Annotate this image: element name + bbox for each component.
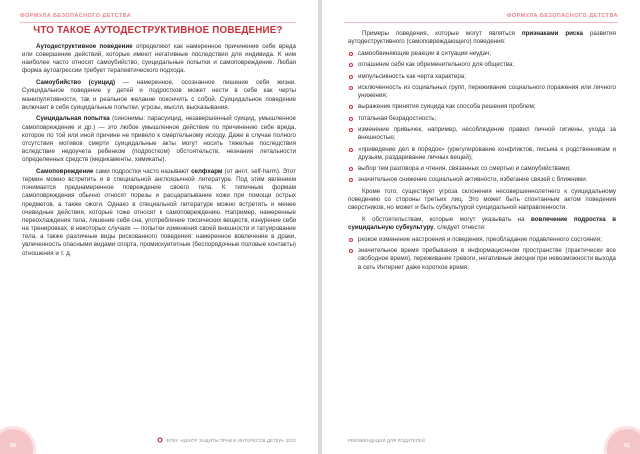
running-header: ФОРМУЛА БЕЗОПАСНОГО ДЕТСТВА [506,13,618,19]
bullet-circle-icon [349,178,353,182]
list-item-text: самообвиняющие реакции в ситуации неудач; [358,49,491,57]
term: Суицидальная попытка [36,115,110,123]
term: признаками риска [521,30,583,37]
term: вовлечение подростка в суицидальную субкультуру [348,216,616,232]
term: Самоповреждение [36,167,94,175]
list-item [348,126,616,142]
list-item-text: оглашение себя как обременительного для общества; [358,61,515,69]
list-item-text: значительное время пребывания в информационном пространстве (практически все свободное время), переживание тревоги, негативные эмоции при невозможности выхода в сеть Интернет даже короткое время; [358,247,616,271]
list-item [348,50,616,58]
risk-intro [348,30,616,46]
list-item-text: тотальная безрадостность; [358,114,437,122]
subculture-signs-list [348,236,616,272]
paragraph-text: определяют как намеренное причинение себе вреда или совершение действий, которые имеют негативные последствия для индивида. К ним наиболее часто относят самоубийство, суицидальные попытки и самоповреждение. Любая форма аутоагрессии требует терапевтического подхода. [22,43,296,75]
bullet-circle-icon [349,117,353,121]
paragraph-text: сами подростки часто называют [93,167,192,175]
header-rule [344,22,618,23]
paragraph-text: Примеры поведения, которые могут являться [362,30,522,37]
paragraph-suicide-attempt [22,115,296,164]
running-header: ФОРМУЛА БЕЗОПАСНОГО ДЕТСТВА [20,13,132,19]
paragraph-suicide [22,79,296,112]
bullet-circle-icon [349,167,353,171]
list-item [348,146,616,162]
left-page [0,0,318,454]
paragraph-autodestructive [22,43,296,76]
paragraph-text: развития аутодеструктивного (самоповреждающего) поведения: [348,30,616,46]
list-item-text: изменение привычек, например, несоблюдение правил личной гигиены, ухода за внешностью; [358,126,616,142]
left-footer [157,437,296,443]
right-text-column [348,30,616,275]
bullet-circle-icon [349,86,353,90]
page-number-badge [604,426,640,454]
list-item-text: исключенность из социальных групп, переживание социального поражения или личного унижения; [358,83,616,100]
paragraph-text: — намеренное, осознанное лишение себя жизни. Суицидальное поведение у детей и подростков может нести в себе как черты манипулятивности, так и реальное желание покончить с собой. Суицидальное поведение включает в себя суицидальные попытки, угрозы, мысли, высказывания. [22,79,296,111]
bullet-circle-icon [349,148,353,152]
header-rule [20,22,296,23]
bullet-circle-icon [349,75,353,79]
page-number: 00 [9,443,17,449]
page-number: 01 [623,443,631,449]
left-text-column [22,43,296,261]
bullet-circle-icon [349,128,353,132]
bullet-circle-icon [349,238,353,242]
list-item [348,165,616,173]
page-title: ЧТО ТАКОЕ АУТОДЕСТРУКТИВНОЕ ПОВЕДЕНИЕ? [33,25,283,36]
list-item [348,103,616,111]
term: Аутодеструктивное поведение [36,43,133,50]
list-item [348,84,616,100]
list-item [348,176,616,184]
emblem-icon [157,437,163,443]
list-item [348,73,616,81]
list-item [348,236,616,244]
list-item-text: выбор тем разговора и чтения, связанных со смертью и самоубийствами; [358,165,571,173]
list-item [348,247,616,271]
risk-signs-list [348,50,616,185]
term: Самоубийство (суицид) [36,79,116,87]
list-item-text: резкое изменение настроения и поведения, преобладание подавленного состояния; [358,235,602,243]
list-item [348,61,616,69]
page-number-badge [0,426,36,454]
paragraph-text: (от англ. self-harm). Этот термин можно встретить и в специальной англоязычной литературе. Под этим явлением понимается преднамеренное повреждение своего тела. К типичным формам самоповреждения обычно относят порезы и расцарапывание кожи при помощи острых предметов, а также ожоги. Однако в специальной литературе можно встретить и менее очевидные действия, которые тоже относят к самоповреждению. Например, намеренные переохлаждения тела, лишение себя сна, употребление токсических веществ, изнурение себя на тренировках, в некоторых случаях — попытки изменения своей внешности и татуирование тела, а также различные виды рискованного поведения: намеренное вовлечение в драки, увлеченность опасными видами спорта, промискуитетные (беспорядочные половые контакты) отношения и т. д. [22,167,296,257]
list-item-text: значительное снижение социальной активности, избегание связей с ближними. [358,176,588,184]
paragraph-text: К обстоятельствам, которые могут указывать на [362,216,531,224]
bullet-circle-icon [349,63,353,67]
right-page [322,0,640,454]
list-item [348,115,616,123]
right-footer: РЕКОМЕНДАЦИИ ДЛЯ РОДИТЕЛЕЙ [348,438,426,443]
bullet-circle-icon [349,105,353,109]
bullet-circle-icon [349,52,353,56]
list-item-text: импульсивность как черта характера; [358,72,466,80]
paragraph-text: (синонимы: парасуицид, незавершенный суицид, умышленное самоповреждение и др.) — это любое умышленное действие по причинению себе вреда, которое по той или иной причине не привело к смертельному исходу. Даже в случае полного отсутствия мотивов смерти суицидальные акты могут носить тяжелые последствия вследствие недоучета ребенком (подростком) обстоятельств, незнания летальности определенных средств (медикаменты, химикаты). [22,115,296,164]
paragraph-self-harm [22,168,296,258]
term: селфхарм [191,167,223,175]
list-item-text: выражение принятия суицида как способа решения проблем; [358,103,536,111]
footer-org: ФПКУ «ЦЕНТР ЗАЩИТЫ ПРАВ И ИНТЕРЕСОВ ДЕТЕЙ» 2022 [166,437,296,443]
third-party-paragraph: Кроме того, существует угроза склонения несовершеннолетнего к суицидальному поведению со стороны третьих лиц. Это может быть спонтанным актом поведения сверстников, но может и быть субкультурой суицидальной направленности. [348,188,616,212]
paragraph-text: , следует отнести: [433,224,486,232]
subculture-intro [348,216,616,232]
list-item-text: «приведение дел в порядок» (урегулирование конфликтов, письма к родственникам и друзьям, раздаривание личных вещей); [358,145,616,161]
bullet-circle-icon [349,249,353,253]
